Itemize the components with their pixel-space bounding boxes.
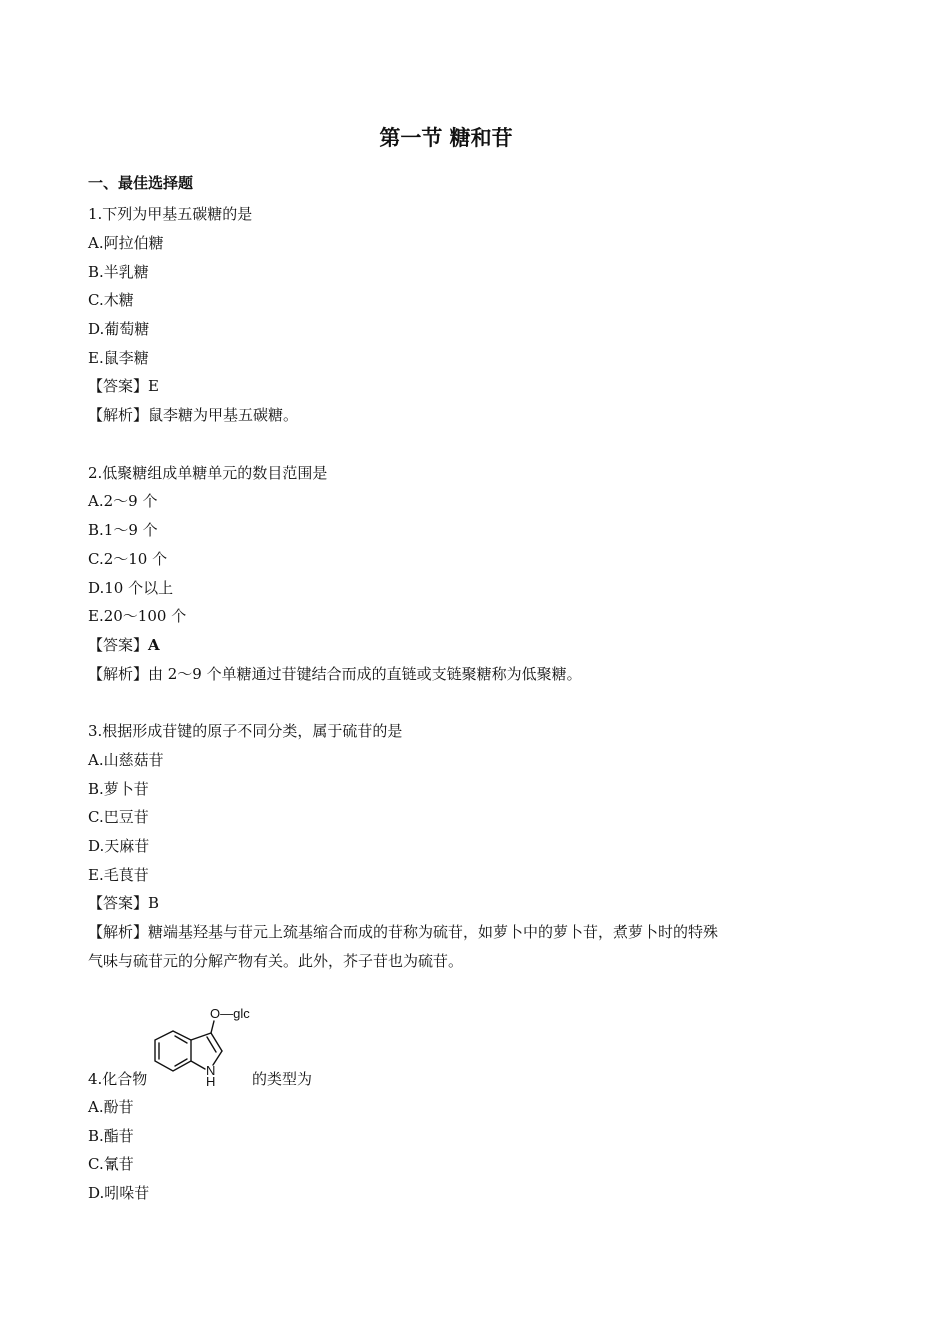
question-1-option-a: A.阿拉伯糖 [88, 234, 164, 252]
question-4-option-d: D.吲哚苷 [88, 1184, 150, 1202]
question-3-answer [88, 892, 159, 914]
question-3-analysis-line-1: 【解析】糖端基羟基与苷元上巯基缩合而成的苷称为硫苷，如萝卜中的萝卜苷，煮萝卜时的特殊 [88, 923, 719, 941]
question-2-answer [88, 634, 160, 656]
question-4-option-c: C.氰苷 [88, 1155, 134, 1173]
question-2-option-e: E.20～100 个 [88, 607, 187, 625]
question-1-answer [88, 375, 159, 397]
question-3-stem: 3.根据形成苷键的原子不同分类，属于硫苷的是 [88, 722, 403, 740]
answer-value: A [148, 636, 160, 654]
question-3-option-a: A.山慈菇苷 [88, 751, 164, 769]
question-2-option-c: C.2～10 个 [88, 550, 168, 568]
question-1-option-d: D.葡萄糖 [88, 320, 150, 338]
answer-label: 【答案】 [88, 894, 149, 912]
answer-value: B [148, 894, 160, 912]
question-2-option-d: D.10 个以上 [88, 579, 174, 597]
question-2-option-b: B.1～9 个 [88, 521, 158, 539]
question-1-stem: 1.下列为甲基五碳糖的是 [88, 205, 253, 223]
page-title: 第一节 糖和苷 [379, 126, 513, 150]
h-label: H [206, 1074, 216, 1089]
benzene-ring [155, 1031, 191, 1071]
question-1-option-c: C.木糖 [88, 291, 134, 309]
c2-c3-bond [211, 1033, 222, 1051]
question-3-analysis-line-2: 气味与硫苷元的分解产物有关。此外，芥子苷也为硫苷。 [88, 952, 464, 970]
question-2-analysis: 【解析】由 2～9 个单糖通过苷键结合而成的直链或支链聚糖称为低聚糖。 [88, 665, 582, 683]
question-3-option-c: C.巴豆苷 [88, 808, 149, 826]
indole-glycoside-structure [150, 1006, 255, 1092]
section-heading: 一、最佳选择题 [88, 174, 194, 192]
question-4-stem-prefix: 4.化合物 [88, 1070, 148, 1088]
c3-o-bond [211, 1021, 214, 1033]
n-label: N [206, 1063, 216, 1078]
o-glc-label: O—glc [210, 1006, 250, 1021]
question-1-option-b: B.半乳糖 [88, 263, 149, 281]
question-2-stem: 2.低聚糖组成单糖单元的数目范围是 [88, 464, 328, 482]
question-3-option-e: E.毛茛苷 [88, 866, 149, 884]
answer-label: 【答案】 [88, 636, 149, 654]
question-1-option-e: E.鼠李糖 [88, 349, 149, 367]
question-4-stem-suffix: 的类型为 [252, 1070, 313, 1088]
question-2-option-a: A.2～9 个 [88, 492, 158, 510]
question-3-option-b: B.萝卜苷 [88, 780, 149, 798]
question-4-option-b: B.酯苷 [88, 1127, 134, 1145]
question-1-analysis: 【解析】鼠李糖为甲基五碳糖。 [88, 406, 299, 424]
answer-label: 【答案】 [88, 377, 149, 395]
question-3-option-d: D.天麻苷 [88, 837, 150, 855]
question-4-option-a: A.酚苷 [88, 1098, 134, 1116]
answer-value: E [148, 377, 159, 395]
n1-c7a-bond [191, 1061, 205, 1069]
